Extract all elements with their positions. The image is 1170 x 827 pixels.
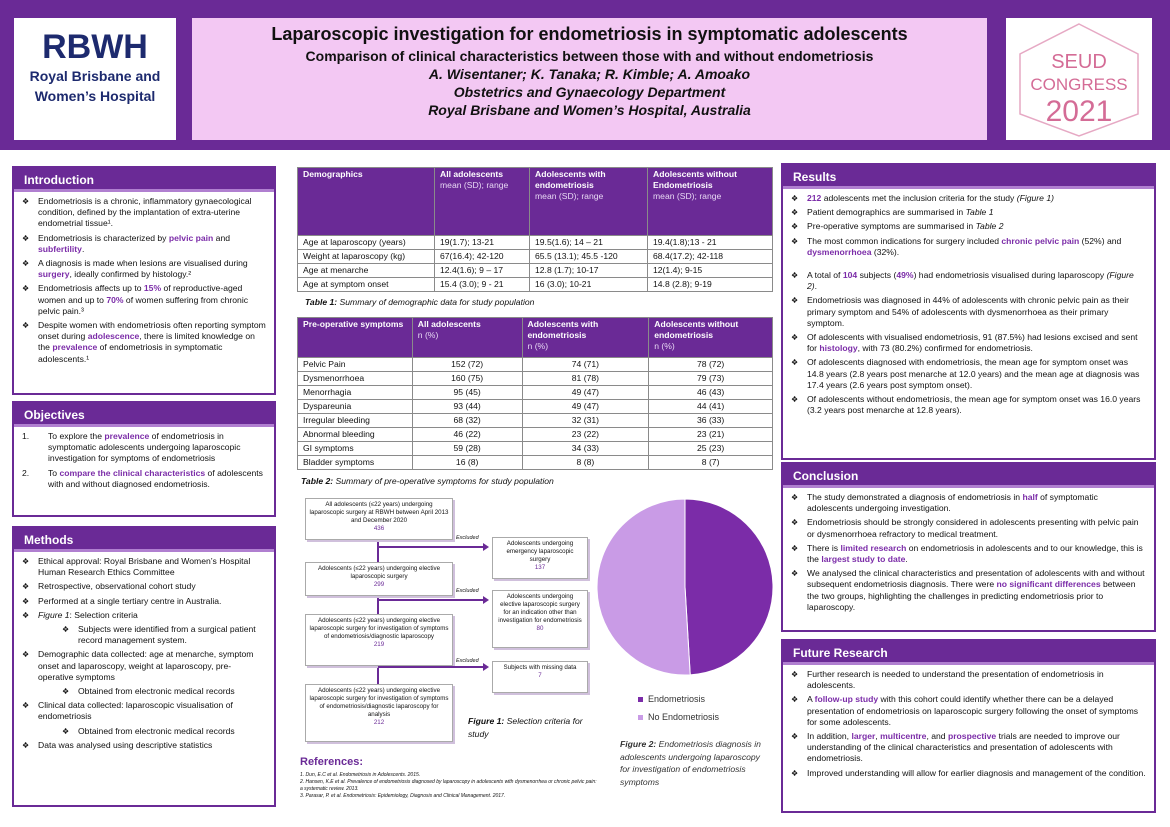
results-section [781, 163, 1156, 460]
list-item: 2. To compare the clinical characteristics of adolescents with and without diagnosed endometriosis. [22, 467, 263, 489]
introduction-list [22, 196, 266, 365]
list-item: ❖ Clinical data collected: laparoscopic visualisation of endometriosis [22, 700, 266, 722]
table-row [298, 264, 773, 278]
flow-box-analysis: Adolescents (≤22 years) undergoing elective laparoscopic surgery for investigation of symptoms of endometriosis/diagnostic laparoscopy for analysis 212 [305, 684, 453, 742]
list-item: ❖ 212 adolescents met the inclusion criteria for the study (Figure 1) [791, 193, 1146, 204]
congress-text: CONGRESS [1030, 75, 1128, 94]
table-cell: 67(16.4); 42-120 [435, 250, 530, 264]
flow-arrow-3 [378, 666, 484, 668]
table-cell: 78 (72) [649, 358, 773, 372]
list-item: ❖ Of adolescents diagnosed with endometriosis, the mean age for symptom onset was 14.8 years (2.8 years post menarche at 12.0 years) and the mean age at diagnosis was 17.4 years (2.6 years post symptom onset). [791, 357, 1146, 391]
legend-item-endometriosis: Endometriosis [638, 690, 719, 708]
objectives-list [22, 431, 266, 490]
list-item: ❖ Endometriosis was diagnosed in 44% of adolescents with chronic pelvic pain as their primary symptom and 54% of adolescents with dysmenorrhoea as their primary symptom. [791, 295, 1146, 329]
table-cell: 14.8 (2.8); 9-19 [648, 278, 773, 292]
reference-item: 2. Hansen, K.E et al. Prevalence of endometriosis diagnosed by laparoscopy in adolescents with dysmenorrhea or chronic pelvic pain: a systematic review. 2013. [300, 779, 597, 792]
conclusion-list [791, 492, 1146, 613]
excluded-label-1: Excluded [456, 535, 479, 541]
list-item: ❖ Pre-operative symptoms are summarised in Table 2 [791, 221, 1146, 232]
table-cell: Dyspareunia [298, 400, 413, 414]
table-cell: 16 (3.0); 10-21 [530, 278, 648, 292]
poster-header [0, 0, 1170, 150]
table-cell: 19.5(1.6); 14 – 21 [530, 236, 648, 250]
objectives-heading: Objectives [14, 403, 274, 427]
list-item: ❖ Patient demographics are summarised in Table 1 [791, 207, 1146, 218]
table-header-cell: All adolescents n (%) [412, 318, 522, 358]
table-cell: Pelvic Pain [298, 358, 413, 372]
table-row [298, 358, 773, 372]
logo-acronym: RBWH [42, 28, 148, 66]
table-header-cell: Demographics [298, 168, 435, 236]
flow-box-investigation: Adolescents (≤22 years) undergoing elective laparoscopic surgery for investigation of symptoms of endometriosis/diagnostic laparoscopy 219 [305, 614, 453, 666]
table-cell: Age at symptom onset [298, 278, 435, 292]
table-header-cell: Adolescents without endometriosis n (%) [649, 318, 773, 358]
objectives-section [12, 401, 276, 517]
conclusion-section [781, 462, 1156, 632]
pie-slice-no-endometriosis [597, 499, 690, 675]
list-item: ❖ In addition, larger, multicentre, and prospective trials are needed to improve our understanding of the clinical characteristics and presentation of adolescents with endometriosis. [791, 731, 1146, 765]
table-cell: 12(1.4); 9-15 [648, 264, 773, 278]
table-cell: Dysmenorrhoea [298, 372, 413, 386]
department: Obstetrics and Gynaecology Department [453, 84, 726, 100]
table-cell: GI symptoms [298, 442, 413, 456]
list-item: ❖ Of adolescents with visualised endometriosis, 91 (87.5%) had lesions excised and sent for histology, with 73 (80.2%) confirmed for endometriosis. [791, 332, 1146, 354]
table-header-row [298, 168, 773, 236]
table-header-cell: All adolescents mean (SD); range [435, 168, 530, 236]
flow-arrow-2 [378, 599, 484, 601]
seud-text: SEUD [1051, 51, 1107, 73]
list-item: ❖ Obtained from electronic medical records [22, 726, 266, 737]
table-row [298, 428, 773, 442]
figure2-caption: Figure 2: Endometriosis diagnosis in adolescents undergoing laparoscopy for investigation of endometriosis symptoms [620, 739, 761, 787]
legend-item-no-endometriosis: No Endometriosis [638, 708, 719, 726]
list-item: ❖ Subjects were identified from a surgical patient record management system. [22, 624, 266, 646]
table-row [298, 386, 773, 400]
table-cell: 49 (47) [522, 386, 649, 400]
list-item: ❖ There is limited research on endometriosis in adolescents and to our knowledge, this is the largest study to date. [791, 543, 1146, 565]
table-cell: 8 (8) [522, 456, 649, 470]
table-header-cell: Pre-operative symptoms [298, 318, 413, 358]
list-item: ❖ The most common indications for surgery included chronic pelvic pain (52%) and dysmenorrhoea (32%). [791, 236, 1146, 258]
table-row [298, 250, 773, 264]
logo-line-1: Royal Brisbane and [29, 68, 161, 84]
list-item: ❖ Endometriosis is a chronic, inflammatory gynaecological condition, defined by the implantation of extra-uterine endometrial tissue¹. [22, 196, 266, 230]
list-item: ❖ Endometriosis should be strongly considered in adolescents presenting with pelvic pain or dysmenorrhoea refractory to medical treatment. [791, 517, 1146, 539]
table-cell: 16 (8) [412, 456, 522, 470]
results-heading: Results [783, 165, 1154, 189]
list-item: ❖ A follow-up study with this cohort could identify whether there can be a delayed presentation of endometriosis on laparoscopic surgery following the onset of symptoms for some adolescents. [791, 694, 1146, 728]
endometriosis-pie-chart [596, 498, 774, 676]
table-cell: 23 (21) [649, 428, 773, 442]
table-cell: 36 (33) [649, 414, 773, 428]
table-header-cell: Adolescents with endometriosis mean (SD); range [530, 168, 648, 236]
symptoms-table [297, 317, 773, 470]
list-item: ❖ A total of 104 subjects (49%) had endometriosis visualised during laparoscopy (Figure 2). [791, 270, 1146, 292]
list-item: ❖ We analysed the clinical characteristics and presentation of adolescents with and without subsequent endometriosis diagnosis. There were no significant differences between the two groups, highlighting the challenges in predicting endometriosis prior to laparoscopy. [791, 568, 1146, 613]
seud-congress-logo [1006, 18, 1152, 140]
list-item: ❖ Ethical approval: Royal Brisbane and Women’s Hospital Human Research Ethics Committee [22, 556, 266, 578]
poster-subtitle: Comparison of clinical characteristics between those with and without endometriosis [305, 48, 874, 64]
table-row [298, 372, 773, 386]
title-block [192, 18, 987, 140]
table-cell: 12.8 (1.7); 10-17 [530, 264, 648, 278]
table-header-cell: Adolescents without Endometriosis mean (SD); range [648, 168, 773, 236]
exclusion-box-missing-data: Subjects with missing data 7 [492, 661, 588, 693]
introduction-section [12, 166, 276, 395]
table-cell: 93 (44) [412, 400, 522, 414]
table-cell: 12.4(1.6); 9 – 17 [435, 264, 530, 278]
table-cell: Abnormal bleeding [298, 428, 413, 442]
legend-swatch [638, 697, 643, 702]
exclusion-box-emergency: Adolescents undergoing emergency laparoscopic surgery 137 [492, 537, 588, 579]
table-cell: Irregular bleeding [298, 414, 413, 428]
table-header-row [298, 318, 773, 358]
table-row [298, 442, 773, 456]
table-cell: Weight at laparoscopy (kg) [298, 250, 435, 264]
list-item: ❖ A diagnosis is made when lesions are visualised during surgery, ideally confirmed by histology.² [22, 258, 266, 280]
exclusion-box-other-indication: Adolescents undergoing elective laparoscopic surgery for an indication other than investigation for endometriosis 80 [492, 590, 588, 648]
table2-caption: Table 2: Summary of pre-operative symptoms for study population [301, 476, 554, 486]
pie-legend [638, 690, 719, 726]
table-cell: 79 (73) [649, 372, 773, 386]
list-item: ❖ Figure 1: Selection criteria [22, 610, 266, 621]
future-research-list [791, 669, 1146, 779]
table-row [298, 278, 773, 292]
table-cell: Menorrhagia [298, 386, 413, 400]
table-row [298, 236, 773, 250]
logo-line-2: Women’s Hospital [34, 88, 156, 104]
list-item: ❖ Retrospective, observational cohort study [22, 581, 266, 592]
methods-heading: Methods [14, 528, 274, 552]
table-cell: 19.4(1.8);13 - 21 [648, 236, 773, 250]
conclusion-heading: Conclusion [783, 464, 1154, 488]
table-cell: 46 (22) [412, 428, 522, 442]
table-cell: 8 (7) [649, 456, 773, 470]
methods-section [12, 526, 276, 807]
table-row [298, 456, 773, 470]
references-heading: References: [300, 756, 363, 768]
table-cell: 81 (78) [522, 372, 649, 386]
table-cell: 160 (75) [412, 372, 522, 386]
list-item: ❖ Performed at a single tertiary centre in Australia. [22, 596, 266, 607]
legend-swatch [638, 715, 643, 720]
table-cell: 32 (31) [522, 414, 649, 428]
table-cell: Bladder symptoms [298, 456, 413, 470]
table-cell: 15.4 (3.0); 9 - 21 [435, 278, 530, 292]
table-cell: 46 (43) [649, 386, 773, 400]
list-item: ❖ Despite women with endometriosis often reporting symptom onset during adolescence, there is limited knowledge on the prevalence of endometriosis in symptomatic adolescents.¹ [22, 320, 266, 365]
excluded-label-3: Excluded [456, 658, 479, 664]
table-row [298, 414, 773, 428]
list-item: ❖ Obtained from electronic medical records [22, 686, 266, 697]
table1-caption: Table 1: Summary of demographic data for study population [305, 297, 535, 307]
list-item: ❖ Demographic data collected: age at menarche, symptom onset and laparoscopy, weight at laparoscopy, pre-operative symptoms [22, 649, 266, 683]
table-cell: 23 (22) [522, 428, 649, 442]
results-list [791, 193, 1146, 416]
table-header-cell: Adolescents with endometriosis n (%) [522, 318, 649, 358]
list-spacer [791, 261, 1146, 267]
future-research-section [781, 639, 1156, 813]
table-cell: 68 (32) [412, 414, 522, 428]
table-cell: 74 (71) [522, 358, 649, 372]
table-cell: 19(1.7); 13-21 [435, 236, 530, 250]
flow-box-elective: Adolescents (≤22 years) undergoing elective laparoscopic surgery 299 [305, 562, 453, 596]
poster-title: Laparoscopic investigation for endometriosis in symptomatic adolescents [271, 24, 908, 44]
reference-item: 3. Parasar, P. et al. Endometriosis: Epidemiology, Diagnosis and Clinical Management. 2017. [300, 793, 506, 799]
list-item: ❖ Of adolescents without endometriosis, the mean age for symptom onset was 16.0 years (3.2 years post menarche at 12.8 years). [791, 394, 1146, 416]
flow-box-all: All adolescents (≤22 years) undergoing laparoscopic surgery at RBWH between April 2013 and December 2020 436 [305, 498, 453, 540]
table-cell: 25 (23) [649, 442, 773, 456]
methods-list [22, 556, 266, 751]
future-research-heading: Future Research [783, 641, 1154, 665]
introduction-heading: Introduction [14, 168, 274, 192]
institution: Royal Brisbane and Women’s Hospital, Australia [428, 102, 751, 118]
reference-item: 1. Dun, E.C et al. Endometriosis in Adolescents. 2015. [300, 772, 421, 778]
table-cell: 34 (33) [522, 442, 649, 456]
list-item: ❖ The study demonstrated a diagnosis of endometriosis in half of symptomatic adolescents undergoing investigation. [791, 492, 1146, 514]
pie-slice-endometriosis [685, 499, 773, 675]
authors: A. Wisentaner; K. Tanaka; R. Kimble; A. Amoako [428, 66, 751, 82]
list-item: ❖ Endometriosis affects up to 15% of reproductive-aged women and up to 70% of women suffering from chronic pelvic pain.³ [22, 283, 266, 317]
table-cell: 44 (41) [649, 400, 773, 414]
table-cell: 95 (45) [412, 386, 522, 400]
rbwh-logo [14, 18, 176, 140]
excluded-label-2: Excluded [456, 588, 479, 594]
table-cell: 65.5 (13.1); 45.5 -120 [530, 250, 648, 264]
figure1-caption: Figure 1: Selection criteria for study [468, 716, 583, 739]
list-item: ❖ Endometriosis is characterized by pelvic pain and subfertility. [22, 233, 266, 255]
references [300, 756, 600, 800]
flow-arrow-1 [378, 546, 484, 548]
table-row [298, 400, 773, 414]
list-item: ❖ Improved understanding will allow for earlier diagnosis and management of the condition. [791, 768, 1146, 779]
list-item: ❖ Further research is needed to understand the presentation of endometriosis in adolescents. [791, 669, 1146, 691]
list-item: 1. To explore the prevalence of endometriosis in symptomatic adolescents undergoing laparoscopic investigation for symptoms of endometriosis [22, 431, 241, 464]
table-cell: 49 (47) [522, 400, 649, 414]
list-item: ❖ Data was analysed using descriptive statistics [22, 740, 266, 751]
demographics-table [297, 167, 773, 292]
table-cell: 152 (72) [412, 358, 522, 372]
table-cell: Age at laparoscopy (years) [298, 236, 435, 250]
table-cell: 68.4(17.2); 42-118 [648, 250, 773, 264]
table-cell: 59 (28) [412, 442, 522, 456]
year-text: 2021 [1045, 95, 1113, 128]
table-cell: Age at menarche [298, 264, 435, 278]
